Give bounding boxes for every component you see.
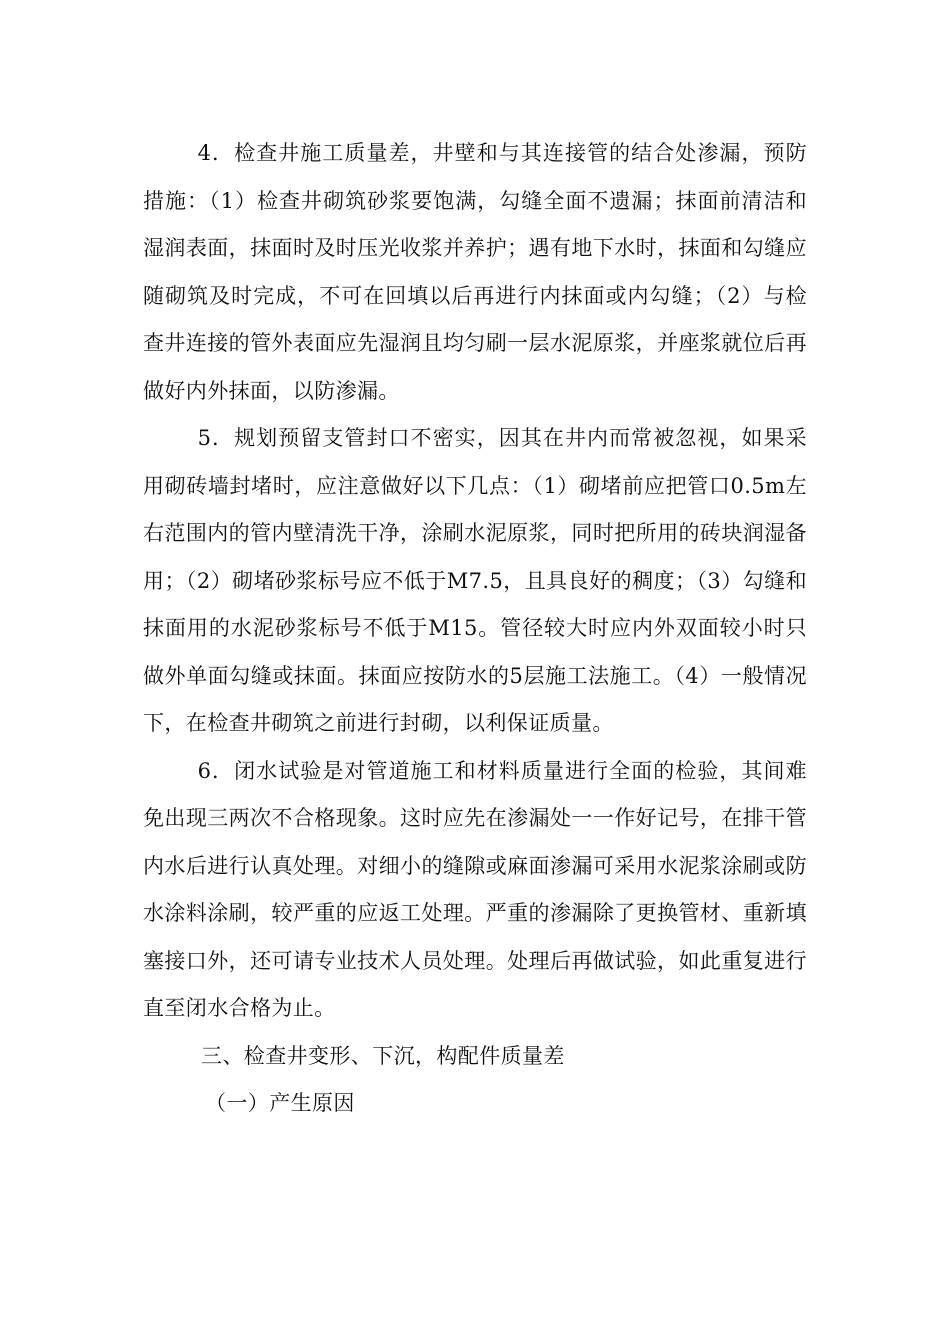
subsection-heading: （一）产生原因 bbox=[205, 1091, 355, 1115]
paragraph-item-4: 4．检查井施工质量差，井壁和与其连接管的结合处渗漏，预防措施：（1）检查井砌筑砂浆要饱满，勾缝全面不遗漏；抹面前清洁和湿润表面，抹面时及时压光收浆并养护；遇有地下水时，抹面和勾缝应随砌筑及时完成，不可在回填以后再进行内抹面或内勾缝；（2）与检查井连接的管外表面应先湿润且均匀刷一层水泥原浆，并座浆就位后再做好内外抹面，以防渗漏。 bbox=[143, 141, 807, 403]
paragraph-item-6: 6．闭水试验是对管道施工和材料质量进行全面的检验，其间难免出现三两次不合格现象。这时应先在渗漏处一一作好记号，在排干管内水后进行认真处理。对细小的缝隙或麻面渗漏可采用水泥浆涂刷或防水涂料涂刷，较严重的应返工处理。严重的渗漏除了更换管材、重新填塞接口外，还可请专业技术人员处理。处理后再做试验，如此重复进行直至闭水合格为止。 bbox=[143, 758, 807, 1020]
document-body bbox=[143, 130, 807, 1128]
section-heading: 三、检查井变形、下沉，构配件质量差 bbox=[201, 1043, 565, 1068]
paragraph-item-5: 5．规划预留支管封口不密实，因其在井内而常被忽视，如果采用砌砖墙封堵时，应注意做好以下几点：（1）砌堵前应把管口0.5m左右范围内的管内壁清洗干净，涂刷水泥原浆，同时把所用的砖块润湿备用；（2）砌堵砂浆标号应不低于M7.5，且具良好的稠度；（3）勾缝和抹面用的水泥砂浆标号不低于M15。管径较大时应内外双面较小时只做外单面勾缝或抹面。抹面应按防水的5层施工法施工。（4）一般情况下，在检查井砌筑之前进行封砌，以利保证质量。 bbox=[143, 426, 807, 735]
